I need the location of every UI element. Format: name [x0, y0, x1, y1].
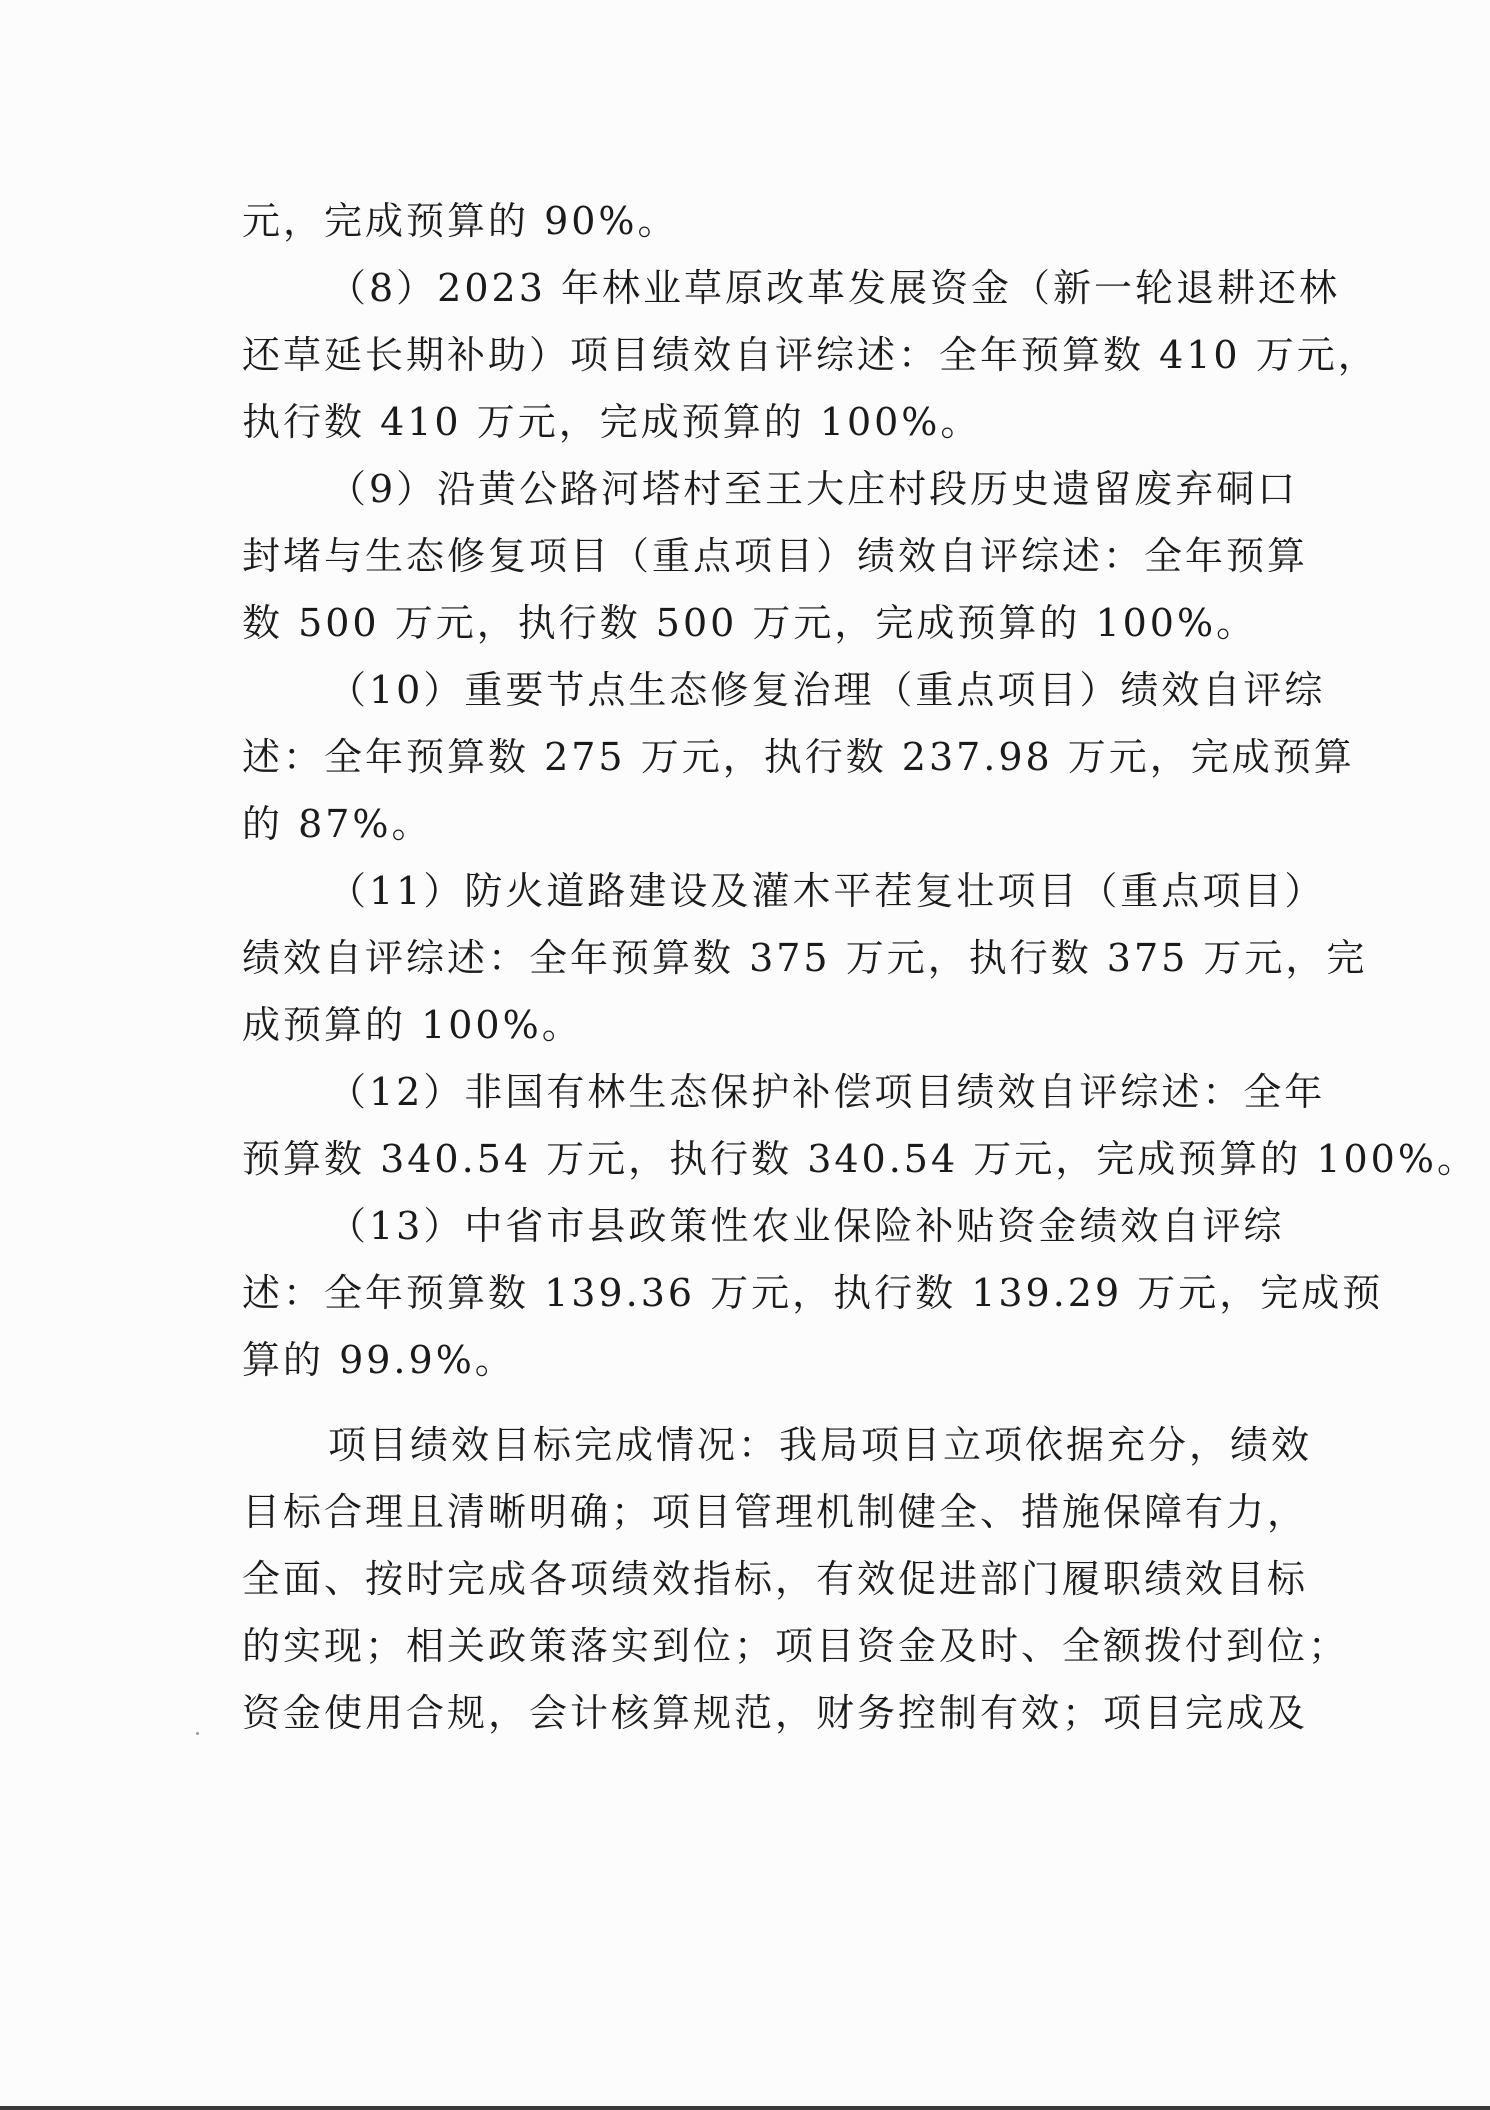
paragraph-gap [242, 1394, 1282, 1412]
text-line: 还草延长期补助）项目绩效自评综述：全年预算数 410 万元， [242, 333, 1379, 377]
page-bottom-edge [0, 2106, 1490, 2110]
text-line: 预算数 340.54 万元，执行数 340.54 万元，完成预算的 100%。 [242, 1137, 1478, 1181]
text-line: 项目绩效目标完成情况：我局项目立项依据充分，绩效 [328, 1423, 1313, 1467]
text-line: （13）中省市县政策性农业保险补贴资金绩效自评综 [328, 1204, 1285, 1248]
text-line: 成预算的 100%。 [242, 1003, 583, 1047]
text-line: （10）重要节点生态修复治理（重点项目）绩效自评综 [328, 668, 1326, 712]
scan-speck [196, 1732, 199, 1735]
text-line: 资金使用合规，会计核算规范，财务控制有效；项目完成及 [242, 1691, 1309, 1735]
text-line: 述：全年预算数 139.36 万元，执行数 139.29 万元，完成预 [242, 1271, 1384, 1315]
text-line: （8）2023 年林业草原改革发展资金（新一轮退耕还林 [328, 266, 1340, 310]
text-line: 元，完成预算的 90%。 [242, 199, 679, 243]
text-line: （12）非国有林生态保护补偿项目绩效自评综述：全年 [328, 1070, 1326, 1114]
document-body [242, 188, 1478, 1747]
text-line: 的实现；相关政策落实到位；项目资金及时、全额拨付到位； [242, 1624, 1350, 1668]
text-line: 目标合理且清晰明确；项目管理机制健全、措施保障有力， [242, 1490, 1309, 1534]
text-line: 封堵与生态修复项目（重点项目）绩效自评综述：全年预算 [242, 534, 1309, 578]
text-line: 全面、按时完成各项绩效指标，有效促进部门履职绩效目标 [242, 1557, 1309, 1601]
text-line: 执行数 410 万元，完成预算的 100%。 [242, 400, 982, 444]
text-line: （11）防火道路建设及灌木平茬复壮项目（重点项目） [328, 869, 1326, 913]
text-line: 算的 99.9%。 [242, 1338, 516, 1382]
text-line: 述：全年预算数 275 万元，执行数 237.98 万元，完成预算 [242, 735, 1355, 779]
text-line: 数 500 万元，执行数 500 万元，完成预算的 100%。 [242, 601, 1258, 645]
text-line: （9）沿黄公路河塔村至王大庄村段历史遗留废弃硐口 [328, 467, 1299, 511]
text-line: 绩效自评综述：全年预算数 375 万元，执行数 375 万元，完 [242, 936, 1368, 980]
text-line: 的 87%。 [242, 802, 433, 846]
